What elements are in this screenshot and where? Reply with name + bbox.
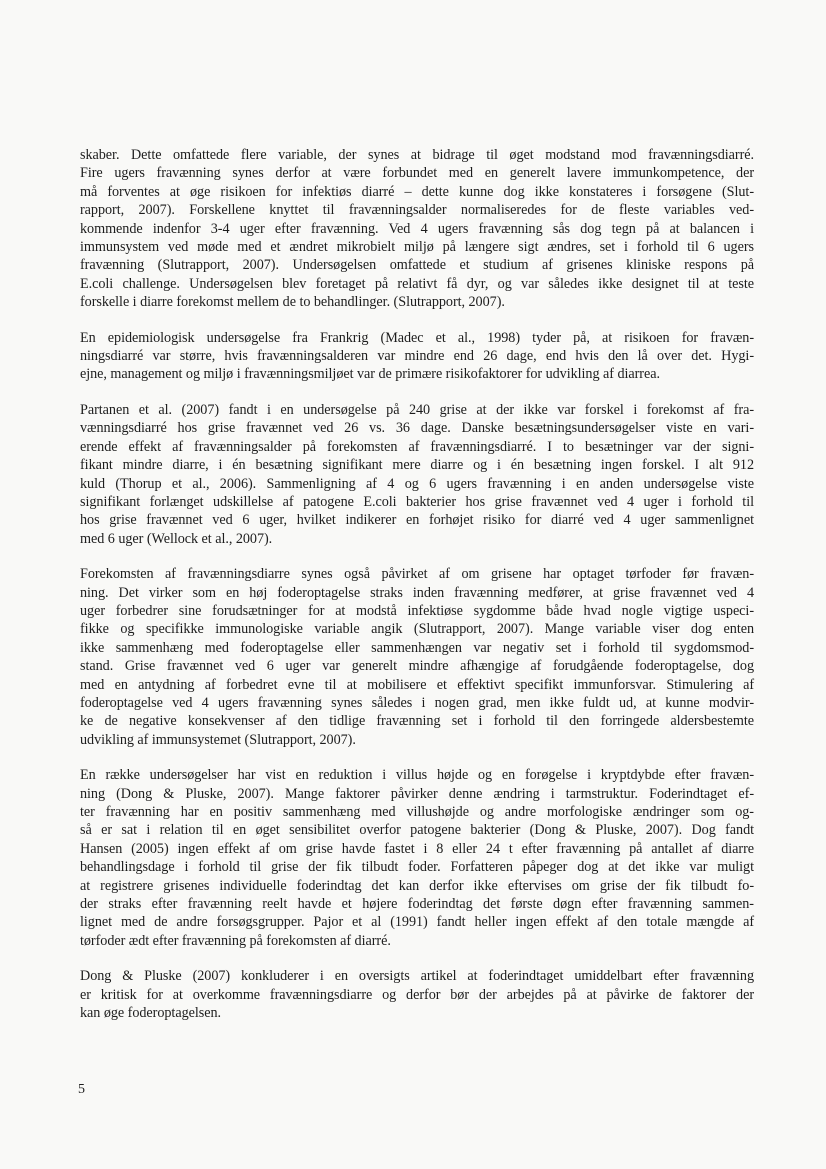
text-line: kan øge foderoptagelsen.: [80, 1005, 222, 1022]
text-line: så er sat i relation til en øget sensibilitet overfor patogene bakterier (Dong & Pluske, 2007). Dog fandt: [80, 822, 754, 839]
paragraph-1: [80, 146, 754, 312]
text-line: udvikling af immunsystemet (Slutrapport, 2007).: [80, 731, 356, 748]
text-line: behandlingsdage i forhold til grise der fik tilbudt foder. Forfatteren påpeger dog at det ikke var muligt: [80, 859, 754, 876]
paragraph-5: [80, 766, 754, 950]
text-line: der straks efter fravænning reelt havde et højere foderindtag det første døgn efter fravænning sammen-: [80, 896, 754, 913]
text-line: er kritisk for at overkomme fravænningsdiarre og derfor bør der arbejdes på at påvirke de faktorer der: [80, 986, 754, 1003]
paragraph-6: [80, 967, 754, 1022]
text-line: ke de negative konsekvenser af den tidlige fravænning set i forhold til den forringede aldersbestemte: [80, 713, 754, 730]
text-line: Fire ugers fravænning synes derfor at være forbundet med en generelt lavere immunkompetence, der: [80, 165, 754, 182]
text-line: immunsystem ved møde med et ændret mikrobielt miljø på længere sigt ændres, set i forhold til 6 ugers: [80, 239, 754, 256]
text-line: tørfoder ædt efter fravænning på forekomsten af diarré.: [80, 932, 391, 949]
text-line: fikke og specifikke immunologiske variable angik (Slutrapport, 2007). Mange variable viser dog enten: [80, 621, 754, 638]
text-line: Forekomsten af fravænningsdiarre synes også påvirket af om grisene har optaget tørfoder før fravæn-: [80, 566, 754, 583]
text-line: erende effekt af fravænningsalder på forekomsten af fravænningsdiarré. I to besætninger var der signi-: [80, 438, 754, 455]
text-line: skaber. Dette omfattede flere variable, der synes at bidrage til øget modstand mod fravænningsdiarré.: [80, 147, 754, 163]
text-line: ning (Dong & Pluske, 2007). Mange faktorer påvirker denne ændring i tarmstruktur. Foderindtaget ef-: [80, 785, 754, 802]
text-line: forskelle i diarre forekomst mellem de to behandlinger. (Slutrapport, 2007).: [80, 294, 505, 311]
text-line: med en antydning af forbedret evne til at mobilisere et effektivt specifikt immunforsvar. Stimulering af: [80, 676, 754, 693]
text-line: lignet med de andre forsøgsgrupper. Pajor et al (1991) fandt heller ingen effekt af den totale mængde af: [80, 914, 754, 931]
text-line: rapport, 2007). Forskellene knyttet til fravænningsalder normaliseredes for de fleste variables ved-: [80, 202, 754, 219]
body-text: [80, 146, 754, 1039]
text-line: ikke sammenhæng med foderoptagelse eller sammenhængen var negativ set i forhold til sygdomsmod-: [80, 639, 754, 656]
paragraph-4: [80, 565, 754, 749]
text-line: Dong & Pluske (2007) konkluderer i en oversigts artikel at foderindtaget umiddelbart efter fravænning: [80, 968, 754, 985]
text-line: kuld (Thorup et al., 2006). Sammenligning af 4 og 6 ugers fravænning i en anden undersøgelse viste: [80, 475, 754, 492]
text-line: ning. Det virker som en høj foderoptagelse straks inden fravænning medfører, at grise fravænnet ved 4: [80, 584, 754, 601]
text-line: foderoptagelse ved 4 ugers fravænning synes således i nogen grad, men ikke fuldt ud, at kunne modvir-: [80, 694, 754, 711]
text-line: hos grise fravænnet ved 6 uger, hvilket indikerer en forhøjet risiko for diarré ved 4 uger sammenlignet: [80, 512, 754, 529]
text-line: stand. Grise fravænnet ved 6 uger var generelt mindre afhængige af forudgående foderoptagelse, dog: [80, 658, 754, 675]
paragraph-3: [80, 401, 754, 548]
text-line: En epidemiologisk undersøgelse fra Frankrig (Madec et al., 1998) tyder på, at risikoen for fravæn-: [80, 329, 754, 346]
text-line: En række undersøgelser har vist en reduktion i villus højde og en forøgelse i kryptdybde efter fravæn-: [80, 767, 754, 784]
text-line: signifikant forlænget udskillelse af patogene E.coli bakterier hos grise fravænnet ved 4 uger i forhold til: [80, 493, 754, 510]
page-number: 5: [78, 1082, 85, 1097]
text-line: ejne, management og miljø i fravænningsmiljøet var de primære risikofaktorer for udvikling af diarrea.: [80, 366, 660, 383]
text-line: fravænning (Slutrapport, 2007). Undersøgelsen omfattede et studium af grisenes kliniske respons på: [80, 257, 754, 274]
text-line: ter fravænning har en positiv sammenhæng med villushøjde og andre morfologiske ændringer som og-: [80, 804, 754, 820]
paragraph-2: [80, 329, 754, 384]
text-line: Hansen (2005) ingen effekt af om grise havde fastet i 8 eller 24 t efter fravænning på antallet af diarre: [80, 840, 754, 857]
text-line: kommende indenfor 3-4 uger efter fravænning. Ved 4 ugers fravænning sås dog tegn på at balancen i: [80, 220, 754, 237]
text-line: må forventes at øge risikoen for infektiøs diarré – dette kunne dog ikke konstateres i forsøgene (Slut-: [80, 183, 754, 200]
text-line: vænningsdiarré hos grise fravænnet ved 26 vs. 36 dage. Danske besætningsundersøgelser viste en vari-: [80, 420, 754, 437]
text-line: ningsdiarré var større, hvis fravænningsalderen var mindre end 26 dage, end hvis den lå over det. Hygi-: [80, 348, 754, 365]
text-line: fikant mindre diarre, i én besætning signifikant mere diarre og i én besætning ingen forskel. I alt 912: [80, 457, 754, 474]
text-line: uger forbedrer sine forudsætninger for at modstå infektiøse sygdomme både hvad nogle vigtige uspeci-: [80, 602, 754, 619]
text-line: med 6 uger (Wellock et al., 2007).: [80, 530, 273, 547]
text-line: at registrere grisenes individuelle foderindtag det kan derfor ikke eftervises om grise der fik tilbudt fo-: [80, 877, 754, 894]
text-line: E.coli challenge. Undersøgelsen blev foretaget på relativt få dyr, og var således ikke designet til at teste: [80, 275, 754, 292]
text-line: Partanen et al. (2007) fandt i en undersøgelse på 240 grise at der ikke var forskel i forekomst af fra-: [80, 401, 754, 418]
